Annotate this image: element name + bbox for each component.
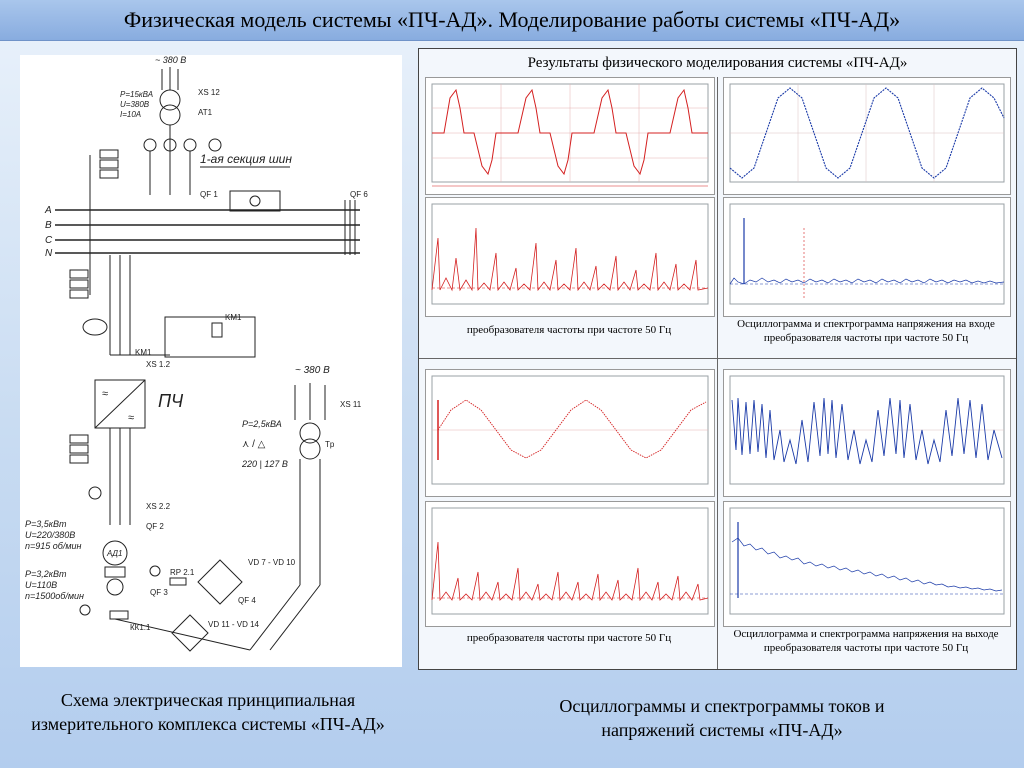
supply-label: ~ 380 В [155,55,187,65]
transformer2-param-2: 220 | 127 В [242,459,288,469]
caption-top-left: преобразователя частоты при частоте 50 Гц [425,323,713,337]
results-divider-vertical [717,77,718,669]
svg-text:VD 7 - VD 10: VD 7 - VD 10 [248,558,296,567]
motor1-param-1: P=3,5кВт [25,519,67,529]
svg-text:Tp: Tp [325,440,335,449]
oscillogram-input-current [425,77,715,195]
svg-text:AT1: AT1 [198,108,213,117]
svg-text:QF 2: QF 2 [146,522,164,531]
oscillogram-output-voltage [723,369,1011,497]
motor1-param-2: U=220/380В [25,530,76,540]
converter-label: ПЧ [158,391,184,411]
svg-text:XS 11: XS 11 [340,400,362,409]
svg-text:QF 4: QF 4 [238,596,256,605]
svg-text:XS 1.2: XS 1.2 [146,360,171,369]
slide-title: Физическая модель системы «ПЧ-АД». Моделирование работы системы «ПЧ-АД» [0,0,1024,41]
spectrogram-input-voltage [723,197,1011,317]
svg-text:QF 1: QF 1 [200,190,218,199]
caption-bottom-left: преобразователя частоты при частоте 50 Гц [425,631,713,645]
svg-text:КК1.1: КК1.1 [130,623,151,632]
svg-text:QF 6: QF 6 [350,190,368,199]
schematic-panel [20,55,402,667]
svg-text:KM1: KM1 [135,348,152,357]
phase-b: B [45,220,52,231]
svg-text:XS 12: XS 12 [198,88,220,97]
svg-text:VD 11 - VD 14: VD 11 - VD 14 [208,620,259,629]
motor2-param-1: P=3,2кВт [25,569,67,579]
transformer2-param-1: P=2,5кВА [242,419,282,429]
motor2-param-3: n=1500об/мин [25,591,84,601]
results-title: Результаты физического моделирования системы «ПЧ-АД» [527,54,908,71]
spectrogram-input-current [425,197,715,317]
spectrogram-output-voltage [723,501,1011,627]
phase-c: C [45,235,53,246]
supply-label-2: ~ 380 В [295,365,330,376]
spectrogram-output-current [425,501,715,627]
phase-n: N [45,248,53,259]
svg-text:≈: ≈ [128,412,135,424]
results-caption: Осциллограммы и спектрограммы токов и напряжений системы «ПЧ-АД» [559,696,885,740]
results-panel [418,48,1017,670]
caption-top-right: Осциллограмма и спектрограмма напряжения на входе преобразователя частоты при частоте 50 Гц [723,317,1009,345]
motor2-param-2: U=110В [25,580,58,590]
svg-text:RP 2.1: RP 2.1 [170,568,195,577]
caption-bottom-right: Осциллограмма и спектрограмма напряжения на выходе преобразователя частоты при частоте 50 Гц [723,627,1009,655]
results-divider-horizontal [419,358,1016,359]
schematic-diagram [20,55,402,667]
svg-text:≈: ≈ [102,388,109,400]
schematic-caption: Схема электрическая принципиальная измерительного комплекса системы «ПЧ-АД» [31,690,385,734]
svg-text:⋏ / △: ⋏ / △ [242,439,266,450]
transformer-param-2: U=380В [120,100,150,109]
transformer-param-1: P=15кВА [120,90,154,99]
svg-text:XS 2.2: XS 2.2 [146,502,171,511]
svg-text:QF 3: QF 3 [150,588,168,597]
oscillogram-input-voltage [723,77,1011,195]
oscillogram-output-current [425,369,715,497]
motor1-label: АД1 [107,549,123,558]
transformer-param-3: I=10А [120,110,142,119]
phase-a: A [45,205,52,216]
svg-text:KM1: KM1 [225,313,242,322]
bus-section-label: 1-ая секция шин [200,152,292,166]
motor1-param-3: n=915 об/мин [25,541,82,551]
